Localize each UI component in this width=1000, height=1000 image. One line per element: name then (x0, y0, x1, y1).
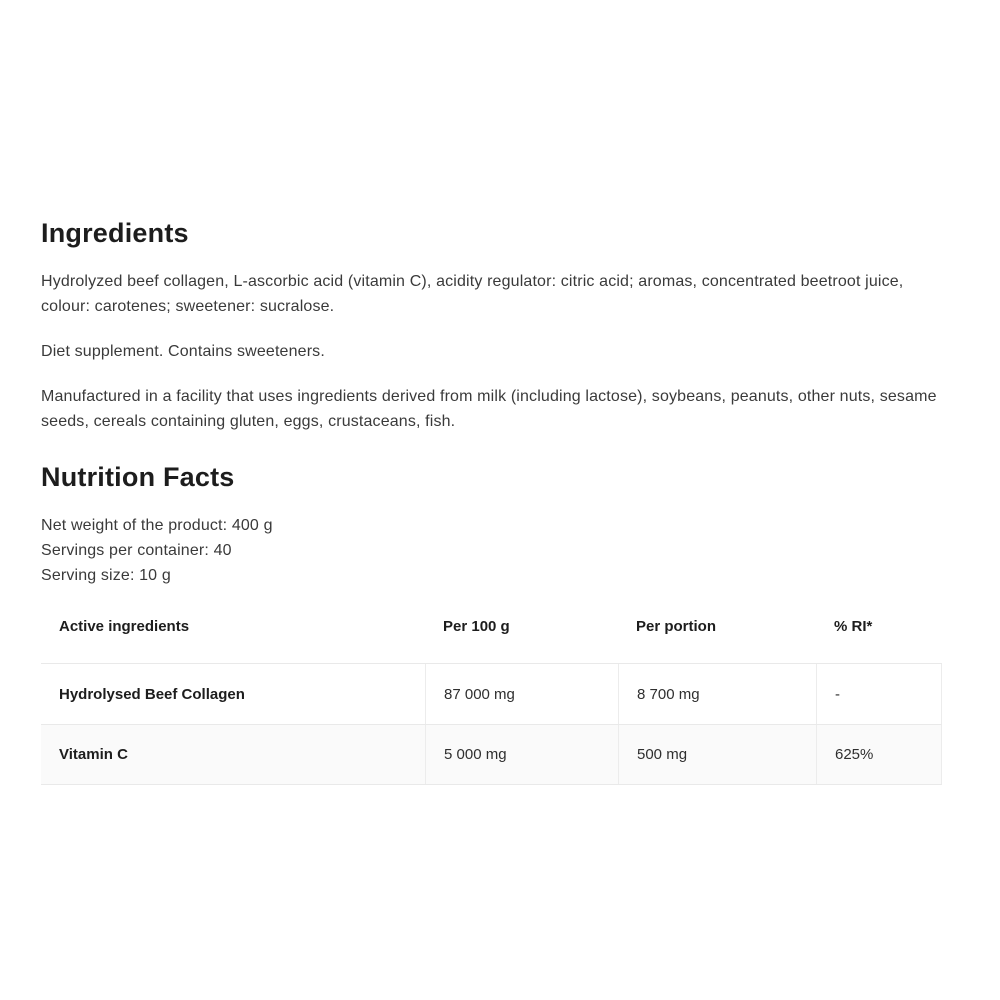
nutrition-table-header-row (41, 612, 942, 663)
servings-per-container-line: Servings per container: 40 (41, 542, 232, 559)
serving-info-block (41, 513, 959, 588)
net-weight-line: Net weight of the product: 400 g (41, 517, 273, 534)
ingredient-name-cell: Hydrolysed Beef Collagen (59, 685, 245, 703)
serving-size-line: Serving size: 10 g (41, 567, 171, 584)
nutrition-table (41, 612, 942, 785)
table-row (41, 724, 942, 785)
per-100g-value-cell: 5 000 mg (425, 725, 618, 784)
ingredients-composition-paragraph: Hydrolyzed beef collagen, L-ascorbic acid (vitamin C), acidity regulator: citric acid; aromas, concentrated beetroot juice, colour: carotenes; sweetener: sucralose. (41, 273, 904, 315)
per-portion-value-cell: 8 700 mg (618, 664, 816, 724)
per-portion-value-cell: 500 mg (618, 725, 816, 784)
diet-supplement-paragraph: Diet supplement. Contains sweeteners. (41, 343, 325, 360)
table-row (41, 663, 942, 724)
ri-value-cell: 625% (816, 725, 942, 784)
ingredients-heading: Ingredients (41, 218, 189, 248)
column-header-active-ingredients: Active ingredients (59, 618, 190, 635)
allergen-facility-paragraph: Manufactured in a facility that uses ingredients derived from milk (including lactose), soybeans, peanuts, other nuts, sesame seeds, cereals containing gluten, eggs, crustaceans, fish. (41, 388, 937, 430)
ingredient-name-cell: Vitamin C (59, 746, 128, 763)
ri-value-cell: - (816, 664, 942, 724)
column-header-ri-percent: % RI* (834, 618, 873, 635)
column-header-per-portion: Per portion (636, 618, 717, 635)
product-description-section (0, 218, 1000, 785)
column-header-per-100g: Per 100 g (443, 618, 510, 635)
nutrition-facts-heading: Nutrition Facts (41, 462, 235, 492)
per-100g-value-cell: 87 000 mg (425, 664, 618, 724)
